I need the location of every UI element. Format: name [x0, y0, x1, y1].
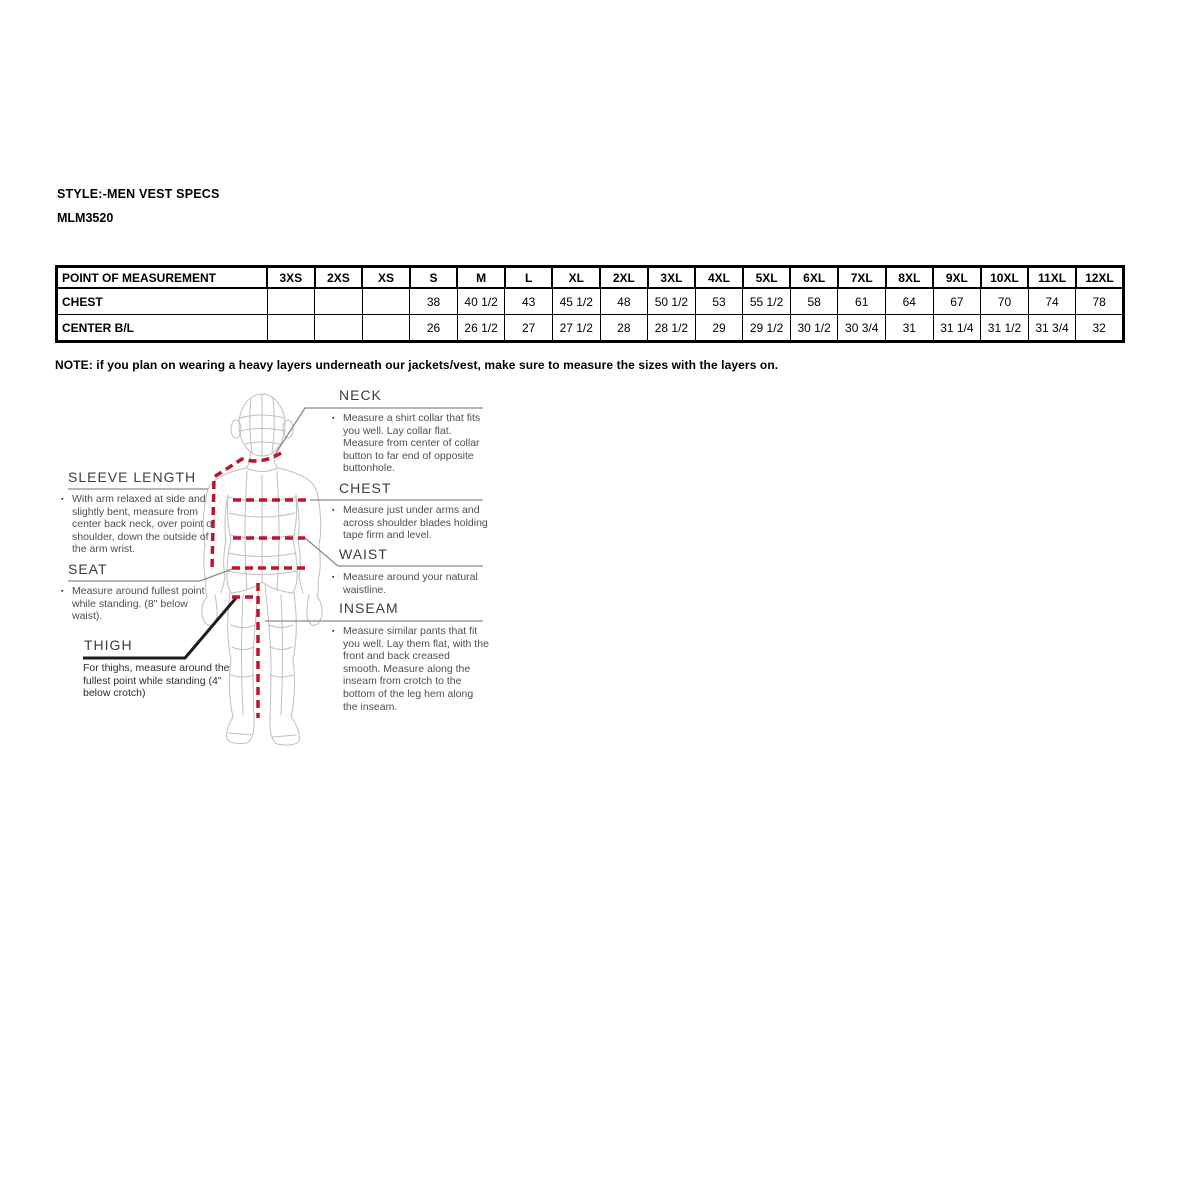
col-header-size-xs: XS — [362, 267, 410, 289]
size-value-cell: 43 — [505, 288, 553, 315]
size-value-cell: 58 — [790, 288, 838, 315]
size-value-cell: 30 3/4 — [838, 315, 886, 342]
row-label: CHEST — [57, 288, 268, 315]
title-block — [57, 188, 220, 224]
inseam-title: INSEAM — [339, 600, 399, 616]
waist-title: WAIST — [339, 546, 388, 562]
guide-section-inseam — [339, 601, 399, 615]
size-value-cell: 29 1/2 — [743, 315, 791, 342]
size-value-cell: 61 — [838, 288, 886, 315]
size-value-cell: 27 — [505, 315, 553, 342]
guide-section-sleeve-length-body — [61, 493, 217, 556]
col-header-size-l: L — [505, 267, 553, 289]
size-value-cell — [267, 315, 315, 342]
size-value-cell: 31 3/4 — [1028, 315, 1076, 342]
size-value-cell: 26 1/2 — [457, 315, 505, 342]
inseam-description: Measure similar pants that fit you well. Lay them flat, with the front and back creased smooth. Measure along the inseam from crotch to the bottom of the leg hem along the inseam. — [343, 625, 489, 713]
measurement-guide-diagram — [55, 385, 490, 750]
sleeve-length-description: With arm relaxed at side and slightly bent, measure from center back neck, over point of shoulder, down the outside of the arm wrist. — [72, 493, 215, 556]
bullet-icon: ▪ — [332, 415, 335, 422]
size-value-cell: 67 — [933, 288, 981, 315]
size-value-cell: 48 — [600, 288, 648, 315]
table-row — [57, 288, 1124, 315]
col-header-size-12xl: 12XL — [1076, 267, 1124, 289]
guide-section-inseam-body — [332, 625, 490, 713]
size-value-cell — [362, 315, 410, 342]
size-table-wrap — [55, 265, 1125, 343]
guide-section-seat — [68, 562, 108, 576]
size-value-cell: 64 — [886, 288, 934, 315]
bullet-icon: ▪ — [61, 496, 64, 503]
chest-description: Measure just under arms and across shoulder blades holding tape firm and level. — [343, 504, 488, 542]
note-text: NOTE: if you plan on wearing a heavy layers underneath our jackets/vest, make sure to measure the sizes with the layers on. — [55, 358, 779, 372]
size-value-cell: 31 — [886, 315, 934, 342]
size-value-cell: 53 — [695, 288, 743, 315]
col-header-size-9xl: 9XL — [933, 267, 981, 289]
size-value-cell: 38 — [410, 288, 458, 315]
col-header-size-m: M — [457, 267, 505, 289]
size-value-cell — [267, 288, 315, 315]
col-header-size-5xl: 5XL — [743, 267, 791, 289]
guide-section-thigh-body — [83, 662, 243, 700]
size-value-cell: 31 1/2 — [981, 315, 1029, 342]
guide-section-chest — [339, 481, 391, 495]
waist-callout-line — [305, 538, 483, 566]
bullet-icon: ▪ — [61, 588, 64, 595]
size-table-body — [57, 288, 1124, 342]
col-header-point-of-measurement: POINT OF MEASUREMENT — [57, 267, 268, 289]
size-value-cell: 32 — [1076, 315, 1124, 342]
size-value-cell: 28 — [600, 315, 648, 342]
size-value-cell: 31 1/4 — [933, 315, 981, 342]
col-header-size-10xl: 10XL — [981, 267, 1029, 289]
table-row — [57, 315, 1124, 342]
size-value-cell — [315, 288, 363, 315]
guide-section-waist — [339, 547, 388, 561]
col-header-size-xl: XL — [552, 267, 600, 289]
col-header-size-11xl: 11XL — [1028, 267, 1076, 289]
style-code: MLM3520 — [57, 210, 114, 225]
waist-description: Measure around your natural waistline. — [343, 571, 478, 596]
size-value-cell: 28 1/2 — [648, 315, 696, 342]
col-header-size-7xl: 7XL — [838, 267, 886, 289]
size-value-cell: 50 1/2 — [648, 288, 696, 315]
guide-section-chest-body — [332, 504, 490, 542]
guide-section-neck-body — [332, 412, 485, 475]
seat-description: Measure around fullest point while standing. (8" below waist). — [72, 585, 205, 623]
size-value-cell: 27 1/2 — [552, 315, 600, 342]
col-header-size-s: S — [410, 267, 458, 289]
col-header-size-8xl: 8XL — [886, 267, 934, 289]
size-table — [55, 265, 1125, 343]
guide-section-seat-body — [61, 585, 206, 623]
size-value-cell: 40 1/2 — [457, 288, 505, 315]
size-value-cell: 30 1/2 — [790, 315, 838, 342]
col-header-size-2xs: 2XS — [315, 267, 363, 289]
sleeve-length-title: SLEEVE LENGTH — [68, 469, 197, 485]
thigh-description: For thighs, measure around the fullest point while standing (4" below crotch) — [83, 662, 230, 700]
chest-title: CHEST — [339, 480, 392, 496]
col-header-size-4xl: 4XL — [695, 267, 743, 289]
size-value-cell: 55 1/2 — [743, 288, 791, 315]
col-header-size-6xl: 6XL — [790, 267, 838, 289]
size-value-cell: 26 — [410, 315, 458, 342]
size-value-cell: 45 1/2 — [552, 288, 600, 315]
col-header-size-3xs: 3XS — [267, 267, 315, 289]
col-header-size-2xl: 2XL — [600, 267, 648, 289]
size-value-cell: 78 — [1076, 288, 1124, 315]
size-value-cell: 29 — [695, 315, 743, 342]
bullet-icon: ▪ — [332, 628, 335, 635]
style-title: STYLE:-MEN VEST SPECS — [57, 187, 220, 201]
size-value-cell: 74 — [1028, 288, 1076, 315]
neck-title: NECK — [339, 387, 382, 403]
size-table-head-row — [57, 267, 1124, 289]
thigh-title: THIGH — [84, 637, 133, 653]
row-label: CENTER B/L — [57, 315, 268, 342]
col-header-size-3xl: 3XL — [648, 267, 696, 289]
guide-section-thigh — [84, 638, 133, 652]
size-value-cell — [315, 315, 363, 342]
size-value-cell: 70 — [981, 288, 1029, 315]
guide-section-waist-body — [332, 571, 482, 596]
neck-description: Measure a shirt collar that fits you well. Lay collar flat. Measure from center of collar button to far end of opposite buttonhole. — [343, 412, 481, 475]
bullet-icon: ▪ — [332, 574, 335, 581]
seat-title: SEAT — [68, 561, 108, 577]
size-value-cell — [362, 288, 410, 315]
bullet-icon: ▪ — [332, 507, 335, 514]
guide-section-neck — [339, 388, 382, 402]
guide-section-sleeve-length — [68, 470, 196, 484]
